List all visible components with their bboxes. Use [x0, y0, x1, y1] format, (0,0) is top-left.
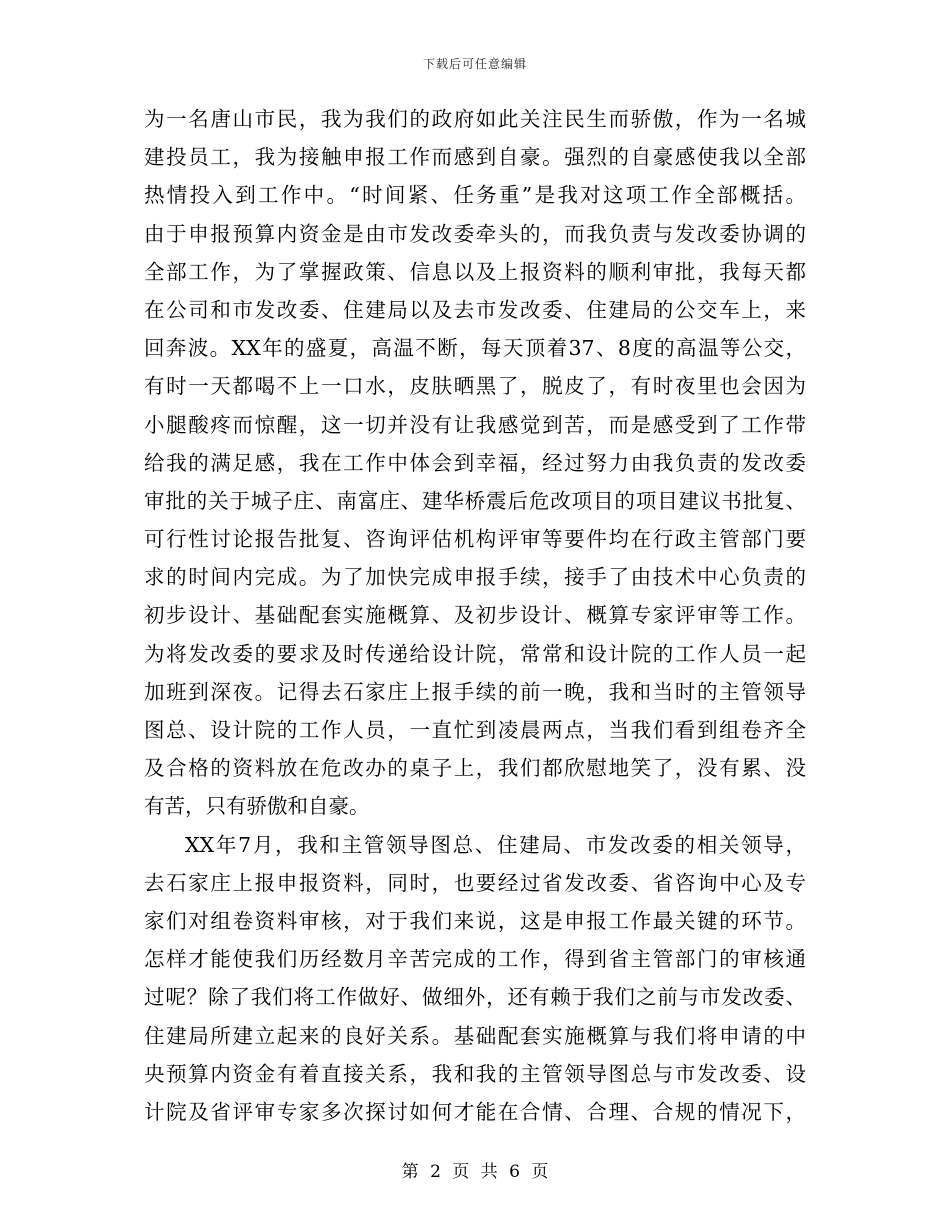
text-line: 在公司和市发改委、住建局以及去市发改委、住建局的公交车上，来 [144, 297, 806, 322]
text-line: 住建局所建立起来的良好关系。基础配套实施概算与我们将申请的中 [144, 1023, 806, 1048]
text-line: 热情投入到工作中。“时间紧、任务重”是我对这项工作全部概括。 [144, 183, 806, 208]
text-line: 图总、设计院的工作人员，一直忙到凌晨两点，当我们看到组卷齐全 [144, 718, 806, 742]
text-line: 过呢？除了我们将工作做好、做细外，还有赖于我们之前与市发改委、 [144, 985, 806, 1010]
text-line: 有时一天都喝不上一口水，皮肤晒黑了，脱皮了，有时夜里也会因为 [144, 374, 806, 399]
text-line: 去石家庄上报申报资料，同时，也要经过省发改委、省咨询中心及专 [144, 870, 806, 895]
text-line: 为将发改委的要求及时传递给设计院，常常和设计院的工作人员一起 [144, 641, 806, 666]
text-line: 及合格的资料放在危改办的桌子上，我们都欣慰地笑了，没有累、没 [144, 756, 806, 781]
text-line: 给我的满足感，我在工作中体会到幸福，经过努力由我负责的发改委 [144, 450, 806, 475]
page-header: 下载后可任意编辑 [422, 57, 527, 71]
text-line: 为一名唐山市民，我为我们的政府如此关注民生而骄傲，作为一名城 [144, 107, 806, 131]
text-line: 建投员工，我为接触申报工作而感到自豪。强烈的自豪感使我以全部 [144, 145, 806, 170]
text-line: 小腿酸疼而惊醒，这一切并没有让我感觉到苦，而是感受到了工作带 [144, 412, 806, 437]
text-line: 央预算内资金有着直接关系，我和我的主管领导图总与市发改委、设 [144, 1061, 806, 1086]
text-line: 求的时间内完成。为了加快完成申报手续，接手了由技术中心负责的 [144, 565, 806, 590]
page-footer: 第 2 页 共 6 页 [401, 1162, 549, 1182]
text-line: 由于申报预算内资金是由市发改委牵头的，而我负责与发改委协调的 [144, 221, 806, 246]
text-line: 计院及省评审专家多次探讨如何才能在合情、合理、合规的情况下， [144, 1099, 806, 1124]
text-line: 怎样才能使我们历经数月辛苦完成的工作，得到省主管部门的审核通 [144, 947, 806, 972]
text-line: 家们对组卷资料审核，对于我们来说，这是申报工作最关键的环节。 [144, 908, 806, 933]
body-text [144, 100, 806, 1131]
text-line: 有苦，只有骄傲和自豪。 [144, 794, 370, 819]
text-line: 回奔波。XX年的盛夏，高温不断，每天顶着37、8度的高温等公交， [144, 336, 806, 361]
text-line: 全部工作，为了掌握政策、信息以及上报资料的顺利审批，我每天都 [144, 259, 806, 284]
text-line: 初步设计、基础配套实施概算、及初步设计、概算专家评审等工作。 [144, 603, 806, 628]
text-line: 可行性讨论报告批复、咨询评估机构评审等要件均在行政主管部门要 [144, 527, 806, 552]
text-line: XX年7月，我和主管领导图总、住建局、市发改委的相关领导， [185, 832, 806, 857]
text-line: 审批的关于城子庄、南富庄、建华桥震后危改项目的项目建议书批复、 [144, 488, 806, 513]
text-line: 加班到深夜。记得去石家庄上报手续的前一晚，我和当时的主管领导 [144, 679, 806, 704]
